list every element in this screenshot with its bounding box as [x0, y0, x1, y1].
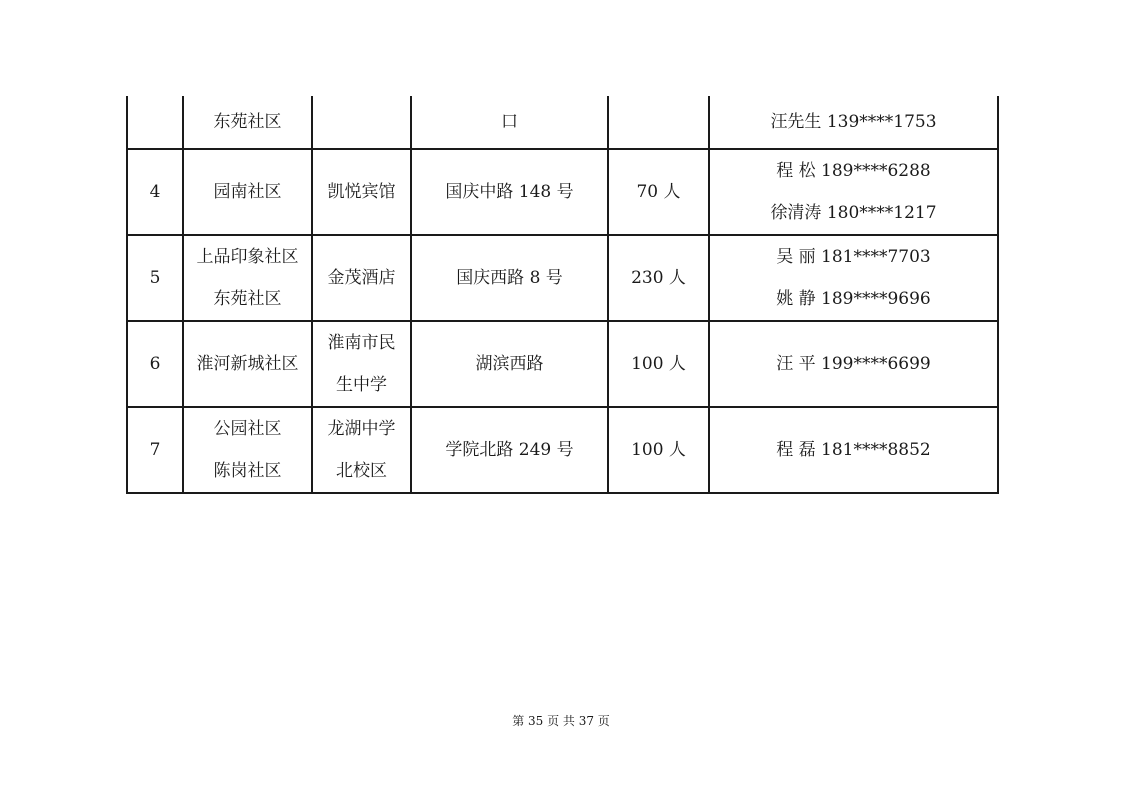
cell-address: 国庆中路 148 号	[411, 149, 608, 235]
cell-capacity: 100 人	[608, 321, 709, 407]
cell-venue: 凯悦宾馆	[312, 149, 411, 235]
page-number-footer	[0, 712, 1122, 729]
cell-contacts: 吴 丽 181****7703 姚 静 189****9696	[709, 235, 998, 321]
cell-contacts: 汪先生 139****1753	[709, 96, 998, 149]
cell-no: 4	[127, 149, 183, 235]
cell-contacts: 程 磊 181****8852	[709, 407, 998, 493]
cell-community: 园南社区	[183, 149, 312, 235]
cell-community: 淮河新城社区	[183, 321, 312, 407]
cell-contacts: 汪 平 199****6699	[709, 321, 998, 407]
cell-address: 口	[411, 96, 608, 149]
page-number-text: 第 35 页 共 37 页	[512, 714, 610, 728]
table-row	[127, 321, 998, 407]
cell-capacity: 100 人	[608, 407, 709, 493]
table-row	[127, 407, 998, 493]
cell-no: 5	[127, 235, 183, 321]
cell-capacity	[608, 96, 709, 149]
cell-contacts: 程 松 189****6288 徐清涛 180****1217	[709, 149, 998, 235]
cell-venue: 淮南市民 生中学	[312, 321, 411, 407]
venue-table	[126, 96, 999, 494]
table-row	[127, 149, 998, 235]
cell-venue: 龙湖中学 北校区	[312, 407, 411, 493]
cell-capacity: 70 人	[608, 149, 709, 235]
cell-venue: 金茂酒店	[312, 235, 411, 321]
table-row	[127, 235, 998, 321]
cell-no	[127, 96, 183, 149]
table-row	[127, 96, 998, 149]
cell-venue	[312, 96, 411, 149]
cell-no: 7	[127, 407, 183, 493]
cell-community: 公园社区 陈岗社区	[183, 407, 312, 493]
cell-address: 学院北路 249 号	[411, 407, 608, 493]
cell-capacity: 230 人	[608, 235, 709, 321]
cell-address: 湖滨西路	[411, 321, 608, 407]
cell-community: 上品印象社区 东苑社区	[183, 235, 312, 321]
cell-address: 国庆西路 8 号	[411, 235, 608, 321]
cell-community: 东苑社区	[183, 96, 312, 149]
cell-no: 6	[127, 321, 183, 407]
